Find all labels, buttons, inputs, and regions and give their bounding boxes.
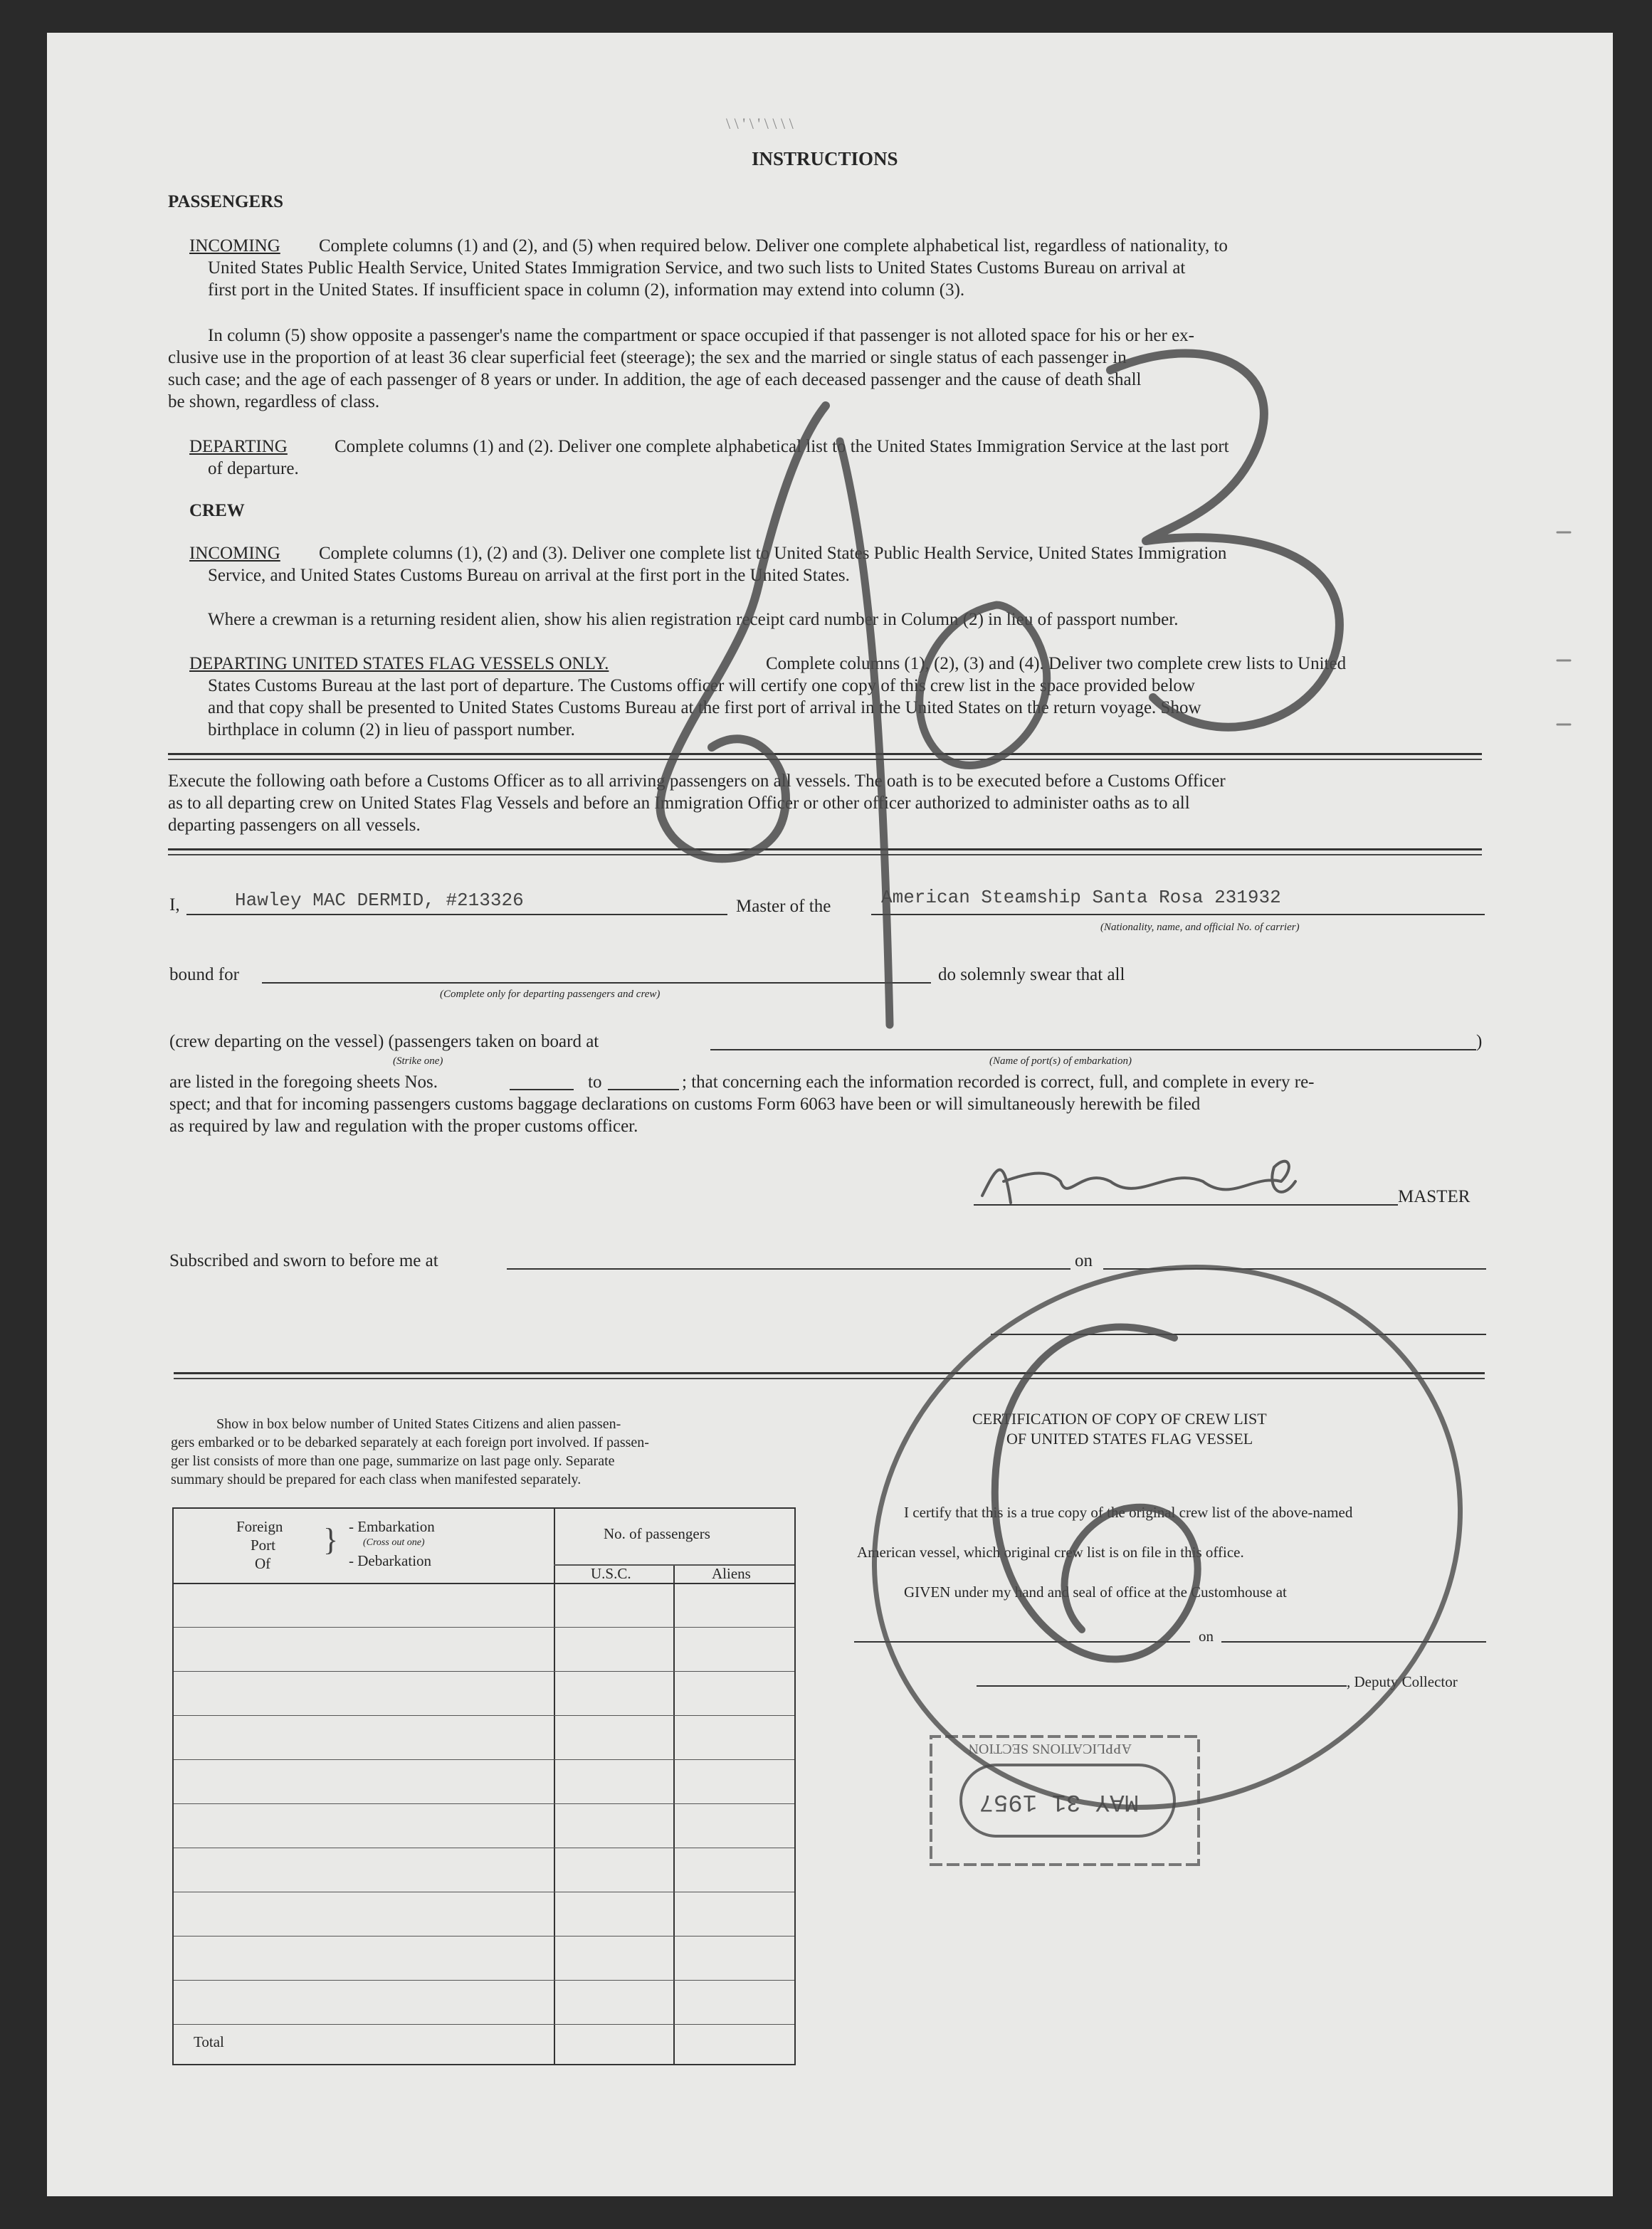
circle-mark <box>785 1172 1550 1902</box>
subscribed-on-label: on <box>1075 1251 1093 1270</box>
certification-title: CERTIFICATION OF COPY OF CREW LIST <box>972 1410 1267 1428</box>
oath-line: spect; and that for incoming passengers customs baggage declarations on customs Form 6063 have been or will simultaneously herewith be filed <box>169 1095 1201 1114</box>
pencil-five <box>660 406 826 858</box>
stamp-date: MAY 31 1957 <box>979 1788 1139 1815</box>
crew-departing-line: States Customs Bureau at the last port of departure. The Customs officer will certify one copy of this crew list in the space provided below <box>208 676 1195 695</box>
summary-instruction: gers embarked or to be debarked separately at each foreign port involved. If passen- <box>171 1435 649 1450</box>
passengers-heading: PASSENGERS <box>168 192 284 211</box>
crew-departing-line: and that copy shall be presented to United States Customs Bureau at the first port of arrival in the United States on the return voyage. Show <box>208 698 1201 717</box>
sheets-label: are listed in the foregoing sheets Nos. <box>169 1073 438 1092</box>
total-label: Total <box>194 2033 224 2050</box>
oath-intro-line: departing passengers on all vessels. <box>168 816 421 835</box>
master-of-label: Master of the <box>736 897 831 916</box>
aliens-header: Aliens <box>712 1565 751 1582</box>
certification-line: American vessel, which original crew list is on file in this office. <box>857 1544 1244 1561</box>
summary-instruction: Show in box below number of United States Citizens and alien passen- <box>216 1416 621 1432</box>
master-signature <box>982 1161 1295 1203</box>
passengers-departing-line: Complete columns (1) and (2). Deliver one complete alphabetical list to the United States Immigration Service at the last port <box>335 437 1229 456</box>
pencil-slash <box>840 441 890 1025</box>
pencil-three <box>1110 353 1340 727</box>
column5-line: be shown, regardless of class. <box>168 392 380 411</box>
summary-instruction: summary should be prepared for each class when manifested separately. <box>171 1472 582 1487</box>
embarkation-label: - Embarkation <box>349 1518 435 1535</box>
oath-line: as required by law and regulation with the proper customs officer. <box>169 1117 638 1136</box>
margin-dash <box>1557 532 1570 724</box>
bound-for-label: bound for <box>169 965 239 984</box>
page-title: INSTRUCTIONS <box>752 148 898 169</box>
passengers-incoming-line: Complete columns (1) and (2), and (5) when required below. Deliver one complete alphabetical list, regardless of nationality, to <box>319 236 1228 255</box>
col-of: Of <box>255 1555 271 1572</box>
passengers-incoming-line: United States Public Health Service, United States Immigration Service, and two such lists to United States Customs Bureau on arrival at <box>208 258 1186 278</box>
certification-line: I certify that this is a true copy of the original crew list of the above-named <box>904 1504 1353 1521</box>
certification-line: GIVEN under my hand and seal of office at the Customhouse at <box>904 1584 1287 1601</box>
brace-icon: } <box>323 1522 339 1557</box>
strike-caption: (Strike one) <box>393 1055 443 1067</box>
close-paren: ) <box>1476 1032 1483 1051</box>
certification-subtitle: OF UNITED STATES FLAG VESSEL <box>1006 1430 1253 1448</box>
no-passengers-header: No. of passengers <box>604 1525 710 1542</box>
subscribed-label: Subscribed and sworn to before me at <box>169 1251 438 1270</box>
deputy-label: , Deputy Collector <box>1347 1673 1458 1690</box>
stamp-section: APPLICATIONS SECTION <box>968 1741 1132 1756</box>
cross-out-caption: (Cross out one) <box>363 1537 425 1548</box>
passengers-incoming-line: first port in the United States. If insufficient space in column (2), information may extend into column (3). <box>208 280 965 300</box>
usc-header: U.S.C. <box>591 1565 631 1582</box>
vessel-name: American Steamship Santa Rosa 231932 <box>881 887 1281 908</box>
column5-line: such case; and the age of each passenger of 8 years or under. In addition, the age of each deceased passenger and the cause of death shall <box>168 370 1142 389</box>
crew-departing-line: birthplace in column (2) in lieu of passport number. <box>208 720 575 739</box>
swear-label: do solemnly swear that all <box>938 965 1125 984</box>
bound-caption: (Complete only for departing passengers and crew) <box>440 989 661 1000</box>
pencil-zero <box>920 605 1047 765</box>
col-port: Port <box>251 1537 276 1554</box>
crew-departing-phrase: (crew departing on the vessel) (passengers taken on board at <box>169 1032 599 1051</box>
passengers-departing-line: of departure. <box>208 459 299 478</box>
crew-incoming-line: Complete columns (1), (2) and (3). Deliver one complete list to United States Public Health Service, United States Immigration <box>319 544 1227 563</box>
master-label: MASTER <box>1398 1187 1471 1206</box>
crew-incoming-label: INCOMING <box>189 544 280 563</box>
col-foreign: Foreign <box>236 1518 283 1535</box>
certification-on: on <box>1199 1628 1214 1645</box>
faint-marks: \ \ ' \ ' \ \ \ \ <box>726 115 794 132</box>
embark-caption: (Name of port(s) of embarkation) <box>989 1055 1132 1067</box>
crew-incoming-line: Service, and United States Customs Bureau on arrival at the first port in the United States. <box>208 566 850 585</box>
debarkation-label: - Debarkation <box>349 1552 432 1569</box>
oath-i-label: I, <box>169 895 180 915</box>
crew-departing-label: DEPARTING UNITED STATES FLAG VESSELS ONLY. <box>189 654 609 673</box>
passengers-incoming-label: INCOMING <box>189 236 280 255</box>
vessel-caption: (Nationality, name, and official No. of carrier) <box>1100 922 1300 933</box>
summary-instruction: ger list consists of more than one page, summarize on last page only. Separate <box>171 1453 615 1469</box>
crew-departing-line: Complete columns (1), (2), (3) and (4). Deliver two complete crew lists to United <box>766 654 1347 673</box>
oath-intro-line: as to all departing crew on United States Flag Vessels and before an Immigration Officer or other officer authorized to administer oaths as to all <box>168 794 1190 813</box>
crew-heading: CREW <box>189 501 245 520</box>
sheets-statement: ; that concerning each the information recorded is correct, full, and complete in every re- <box>682 1073 1315 1092</box>
column5-line: clusive use in the proportion of at least 36 clear superficial feet (steerage); the sex and the married or single status of each passenger in <box>168 348 1127 367</box>
column5-line: In column (5) show opposite a passenger's name the compartment or space occupied if that passenger is not alloted space for his or her ex- <box>208 326 1195 345</box>
sheets-to: to <box>588 1073 602 1092</box>
master-name: Hawley MAC DERMID, #213326 <box>235 890 524 911</box>
crewman-note: Where a crewman is a returning resident alien, show his alien registration receipt card number in Column (2) in lieu of passport number. <box>208 610 1179 629</box>
circled-six <box>995 1327 1198 1660</box>
oath-intro-line: Execute the following oath before a Customs Officer as to all arriving passengers on all vessels. The oath is to be executed before a Customs Officer <box>168 771 1226 791</box>
passengers-departing-label: DEPARTING <box>189 437 288 456</box>
